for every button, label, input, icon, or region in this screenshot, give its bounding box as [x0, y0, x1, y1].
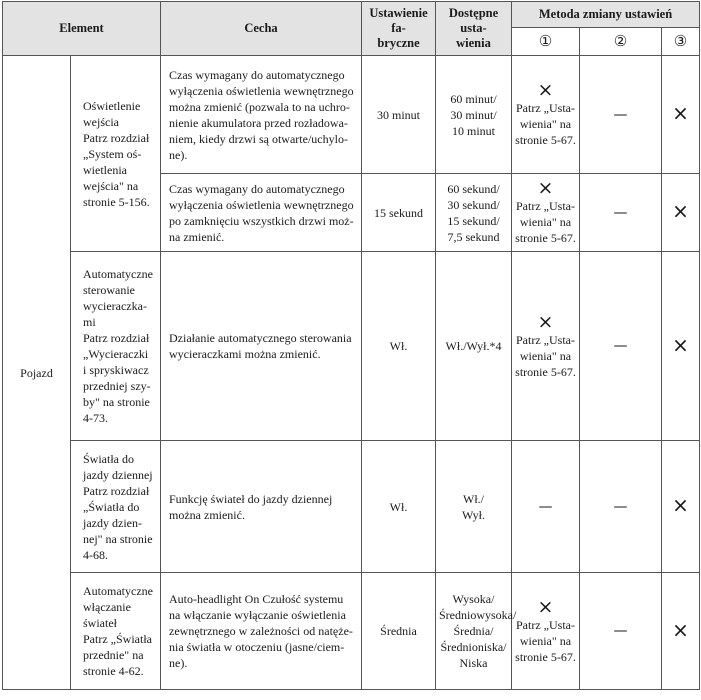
factory-cell: 30 minut: [362, 56, 436, 174]
method-3-label: ③: [673, 31, 688, 50]
method-3-cell: [662, 174, 700, 252]
dash-icon: —: [538, 498, 553, 515]
available-cell: Wł./Wył.*4: [436, 252, 512, 441]
method-1-text: Patrz „Usta- wienia" na stronie 5-67.: [515, 101, 576, 147]
dash-icon: —: [613, 623, 628, 639]
dash-icon: —: [613, 204, 628, 221]
method-1-text: Patrz „Usta- wienia" na stronie 5-67.: [515, 617, 576, 664]
factory-cell: Wł.: [362, 252, 436, 441]
method-1-text: Patrz „Usta- wienia" na stronie 5-67.: [515, 199, 576, 245]
available-cell: 60 sekund/ 30 sekund/ 15 sekund/ 7,5 sekund: [436, 174, 512, 252]
cross-icon: ×: [672, 617, 689, 642]
header-element: Element: [3, 2, 161, 56]
header-available-settings: Dostępne usta- wienia: [436, 2, 512, 56]
cross-icon: ×: [672, 101, 689, 125]
method-2-cell: [580, 56, 662, 174]
cross-icon: ×: [672, 332, 689, 357]
method-3-header: [662, 28, 700, 56]
method-2-cell: [580, 573, 662, 690]
method-3-cell: [662, 441, 700, 573]
method-3-cell: [662, 252, 700, 441]
header-method: Metoda zmiany ustawień: [512, 2, 700, 28]
table-row: [3, 56, 700, 174]
settings-table: [2, 1, 700, 690]
table-row: [3, 441, 700, 573]
method-1-cell: [512, 174, 580, 252]
dash-icon: —: [613, 106, 628, 123]
cross-icon: ×: [537, 79, 554, 101]
method-2-label: ②: [613, 31, 628, 50]
table-row: [3, 252, 700, 441]
header-factory-setting: Ustawienie fa- bryczne: [362, 2, 436, 56]
method-1-label: ①: [538, 31, 553, 50]
cross-icon: ×: [537, 595, 554, 618]
cross-icon: ×: [672, 199, 689, 223]
feature-cell: Czas wymagany do automatycznego wyłączenia oświetlenia wewnętrznego po zamknięciu wszystkich drzwi moż- na zmienić.: [161, 174, 362, 252]
dash-icon: —: [613, 498, 628, 515]
element-cell: Automatyczne włączanie świateł Patrz „Światła przednie" na stronie 4-62.: [71, 573, 161, 690]
factory-cell: 15 sekund: [362, 174, 436, 252]
method-2-cell: [580, 441, 662, 573]
available-cell: 60 minut/ 30 minut/ 10 minut: [436, 56, 512, 174]
method-2-cell: [580, 252, 662, 441]
feature-cell: Działanie automatycznego sterowania wycieraczkami można zmienić.: [161, 252, 362, 441]
cross-icon: ×: [672, 493, 689, 517]
method-1-text: Patrz „Usta- wienia" na stronie 5-67.: [515, 332, 576, 379]
feature-cell: Czas wymagany do automatycznego wyłączenia oświetlenia wewnętrznego można zmienić (pozwala to na uchro- nienie akumulatora przed rozładowa- niem, kiedy drzwi są otwarte/uchylo- ne).: [161, 56, 362, 174]
method-1-header: [512, 28, 580, 56]
dash-icon: —: [613, 338, 628, 354]
method-3-cell: [662, 573, 700, 690]
method-1-cell: [512, 252, 580, 441]
factory-cell: Wł.: [362, 441, 436, 573]
header-row: [3, 2, 700, 28]
element-cell: Automatyczne sterowanie wycieraczka- mi Patrz rozdział „Wycieraczki i spryskiwacz przedniej szy- by" na stronie 4-73.: [71, 252, 161, 441]
method-2-cell: [580, 174, 662, 252]
element-cell: Światła do jazdy dziennej Patrz rozdział „Światła do jazdy dzien- nej" na stronie 4-68.: [71, 441, 161, 573]
method-1-cell: [512, 441, 580, 573]
available-cell: Wysoka/ Średniowysoka/ Średnia/ Średnioniska/ Niska: [436, 573, 512, 690]
table-row: [3, 573, 700, 690]
cross-icon: ×: [537, 310, 554, 333]
group-cell: Pojazd: [3, 56, 71, 690]
method-3-cell: [662, 56, 700, 174]
feature-cell: Funkcję świateł do jazdy dziennej można zmienić.: [161, 441, 362, 573]
feature-cell: Auto-headlight On Czułość systemu na włączanie wyłączanie oświetlenia zewnętrznego w zależności od natęże- nia światła w otoczeniu (jasne/ciem- ne).: [161, 573, 362, 690]
factory-cell: Średnia: [362, 573, 436, 690]
method-1-cell: [512, 573, 580, 690]
method-1-cell: [512, 56, 580, 174]
method-2-header: [580, 28, 662, 56]
element-cell: Oświetlenie wejścia Patrz rozdział „System oś- wietlenia wejścia" na stronie 5-156.: [71, 56, 161, 252]
cross-icon: ×: [537, 177, 554, 199]
header-feature: Cecha: [161, 2, 362, 56]
available-cell: Wł./ Wył.: [436, 441, 512, 573]
